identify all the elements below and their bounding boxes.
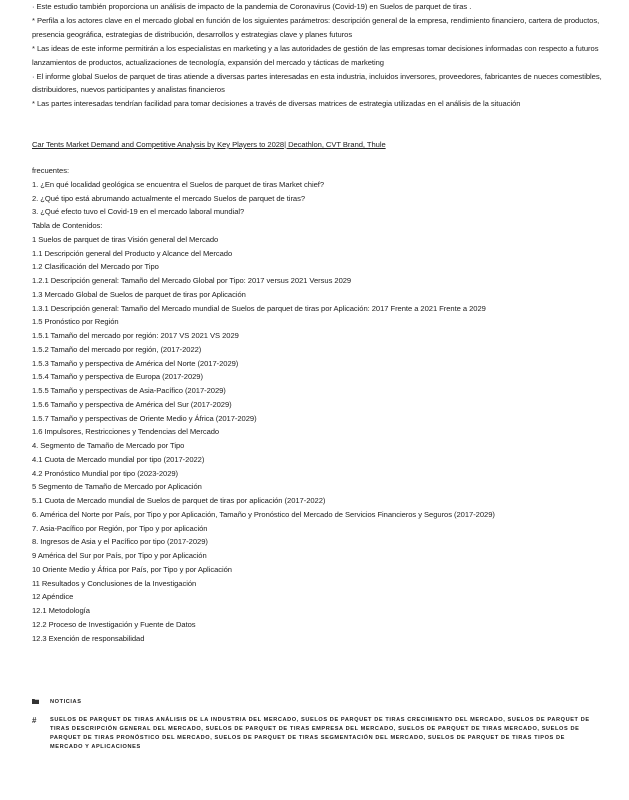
toc-line: 4.1 Cuota de Mercado mundial por tipo (2017-2022) (32, 454, 205, 464)
toc-line: 1.5.3 Tamaño y perspectiva de América del Norte (2017-2029) (32, 358, 239, 368)
toc-line: 3. ¿Qué efecto tuvo el Covid-19 en el mercado laboral mundial? (32, 207, 245, 217)
toc-line: 1. ¿En qué localidad geológica se encuentra el Suelos de parquet de tiras Market chief? (32, 179, 324, 189)
toc-line: 1.3.1 Descripción general: Tamaño del Mercado mundial de Suelos de parquet de tiras por Aplicación: 2017 Frente a 2021 Frente a 2029 (32, 303, 486, 313)
tag-list[interactable]: SUELOS DE PARQUET DE TIRAS ANÁLISIS DE LA INDUSTRIA DEL MERCADO, SUELOS DE PARQUET DE TIRAS CRECIMIENTO DEL MERCADO, SUELOS DE PARQUET DE TIRAS DESCRIPCIÓN GENERAL DEL MERCADO, SUELOS DE PARQUET DE TIRAS EMPRESA DEL MERCADO, SUELOS DE PARQUET DE TIRAS MERCADO, SUELOS DE PARQUET DE TIRAS PRONÓSTICO DEL MERCADO, SUELOS DE PARQUET DE TIRAS SEGMENTACIÓN DEL MERCADO, SUELOS DE PARQUET DE TIRAS TIPOS DE MERCADO Y APLICACIONES (50, 717, 590, 750)
toc-line: 1.5.1 Tamaño del mercado por región: 2017 VS 2021 VS 2029 (32, 331, 239, 340)
toc-line: 12 Apéndice (32, 592, 74, 602)
toc-line: 1.3 Mercado Global de Suelos de parquet de tiras por Aplicación (32, 289, 246, 299)
toc-line: 5 Segmento de Tamaño de Mercado por Aplicación (32, 482, 202, 492)
toc-line: 4. Segmento de Tamaño de Mercado por Tipo (32, 441, 185, 450)
toc-line: 8. Ingresos de Asia y el Pacífico por tipo (2017-2029) (32, 537, 208, 547)
toc-line: 11 Resultados y Conclusiones de la Investigación (32, 578, 197, 588)
toc-line: 12.1 Metodología (32, 606, 90, 615)
bullet-paragraph: * Las partes interesadas tendrían facilidad para tomar decisiones a través de diversas matrices de estrategia utilizadas en el análisis de la situación (32, 99, 521, 109)
post-meta (32, 698, 592, 760)
category-row (32, 698, 592, 708)
toc-line: 1.5.7 Tamaño y perspectivas de Oriente Medio y África (2017-2029) (32, 413, 257, 423)
toc-line: 4.2 Pronóstico Mundial por tipo (2023-2029) (32, 468, 179, 478)
toc-line: 12.2 Proceso de Investigación y Fuente de Datos (32, 619, 196, 629)
table-of-contents (32, 164, 602, 645)
toc-line: 1.5.6 Tamaño y perspectiva de América del Sur (2017-2029) (32, 399, 232, 409)
article-body (32, 0, 602, 111)
bullet-paragraph: * Perfila a los actores clave en el mercado global en función de los siguientes parámetros: descripción general de la empresa, rendimiento financiero, cartera de productos, presencia geográfica, estrategias de distribución, desarrollos y estrategias clave y planes futuros (32, 15, 600, 39)
toc-line: 1.5.5 Tamaño y perspectivas de Asia-Pacífico (2017-2029) (32, 386, 226, 395)
toc-line: 10 Oriente Medio y África por País, por Tipo y por Aplicación (32, 564, 232, 574)
toc-line: 1.1 Descripción general del Producto y Alcance del Mercado (32, 248, 233, 258)
toc-line: 1.5.4 Tamaño y perspectiva de Europa (2017-2029) (32, 372, 203, 382)
hash-icon: # (32, 716, 37, 725)
bullet-paragraph: · Este estudio también proporciona un análisis de impacto de la pandemia de Coronavirus (Covid-19) en Suelos de parquet de tiras . (32, 2, 472, 11)
category-link[interactable]: NOTICIAS (50, 699, 82, 705)
bullet-paragraph: · El informe global Suelos de parquet de tiras atiende a diversas partes interesadas en esta industria, incluidos inversores, proveedores, fabricantes de nueces comestibles, distribuidores, nuevos participantes y analistas financieros (32, 71, 602, 95)
folder-icon (32, 698, 42, 708)
toc-line: 1.5 Pronóstico por Región (32, 317, 119, 327)
toc-line: 1.2 Clasificación del Mercado por Tipo (32, 262, 159, 272)
related-article-link[interactable]: Car Tents Market Demand and Competitive Analysis by Key Players to 2028| Decathlon, CVT Brand, Thule (32, 140, 386, 149)
toc-line: 1.5.2 Tamaño del mercado por región, (2017-2022) (32, 344, 202, 354)
toc-line: 9 América del Sur por País, por Tipo y por Aplicación (32, 551, 207, 560)
tags-row (32, 716, 592, 752)
toc-line: 7. Asia-Pacífico por Región, por Tipo y por aplicación (32, 523, 208, 533)
toc-line: 12.3 Exención de responsabilidad (32, 633, 145, 643)
toc-line: Tabla de Contenidos: (32, 221, 103, 230)
toc-line: 1 Suelos de parquet de tiras Visión general del Mercado (32, 234, 219, 244)
toc-line: 1.2.1 Descripción general: Tamaño del Mercado Global por Tipo: 2017 versus 2021 Versus 2029 (32, 276, 352, 285)
toc-line: 6. América del Norte por País, por Tipo y por Aplicación, Tamaño y Pronóstico del Mercado de Servicios Financieros y Seguros (2017-2029) (32, 509, 495, 519)
toc-line: frecuentes: (32, 166, 70, 175)
bullet-paragraph: * Las ideas de este informe permitirán a los especialistas en marketing y a las autoridades de gestión de las empresas tomar decisiones informadas con respecto a futuros lanzamientos de productos, actualizaciones de tecnología, expansión del mercado y tácticas de marketing (32, 43, 599, 67)
toc-line: 1.6 Impulsores, Restricciones y Tendencias del Mercado (32, 427, 220, 437)
toc-line: 5.1 Cuota de Mercado mundial de Suelos de parquet de tiras por aplicación (2017-2022) (32, 496, 326, 505)
toc-line: 2. ¿Qué tipo está abrumando actualmente el mercado Suelos de parquet de tiras? (32, 193, 306, 203)
